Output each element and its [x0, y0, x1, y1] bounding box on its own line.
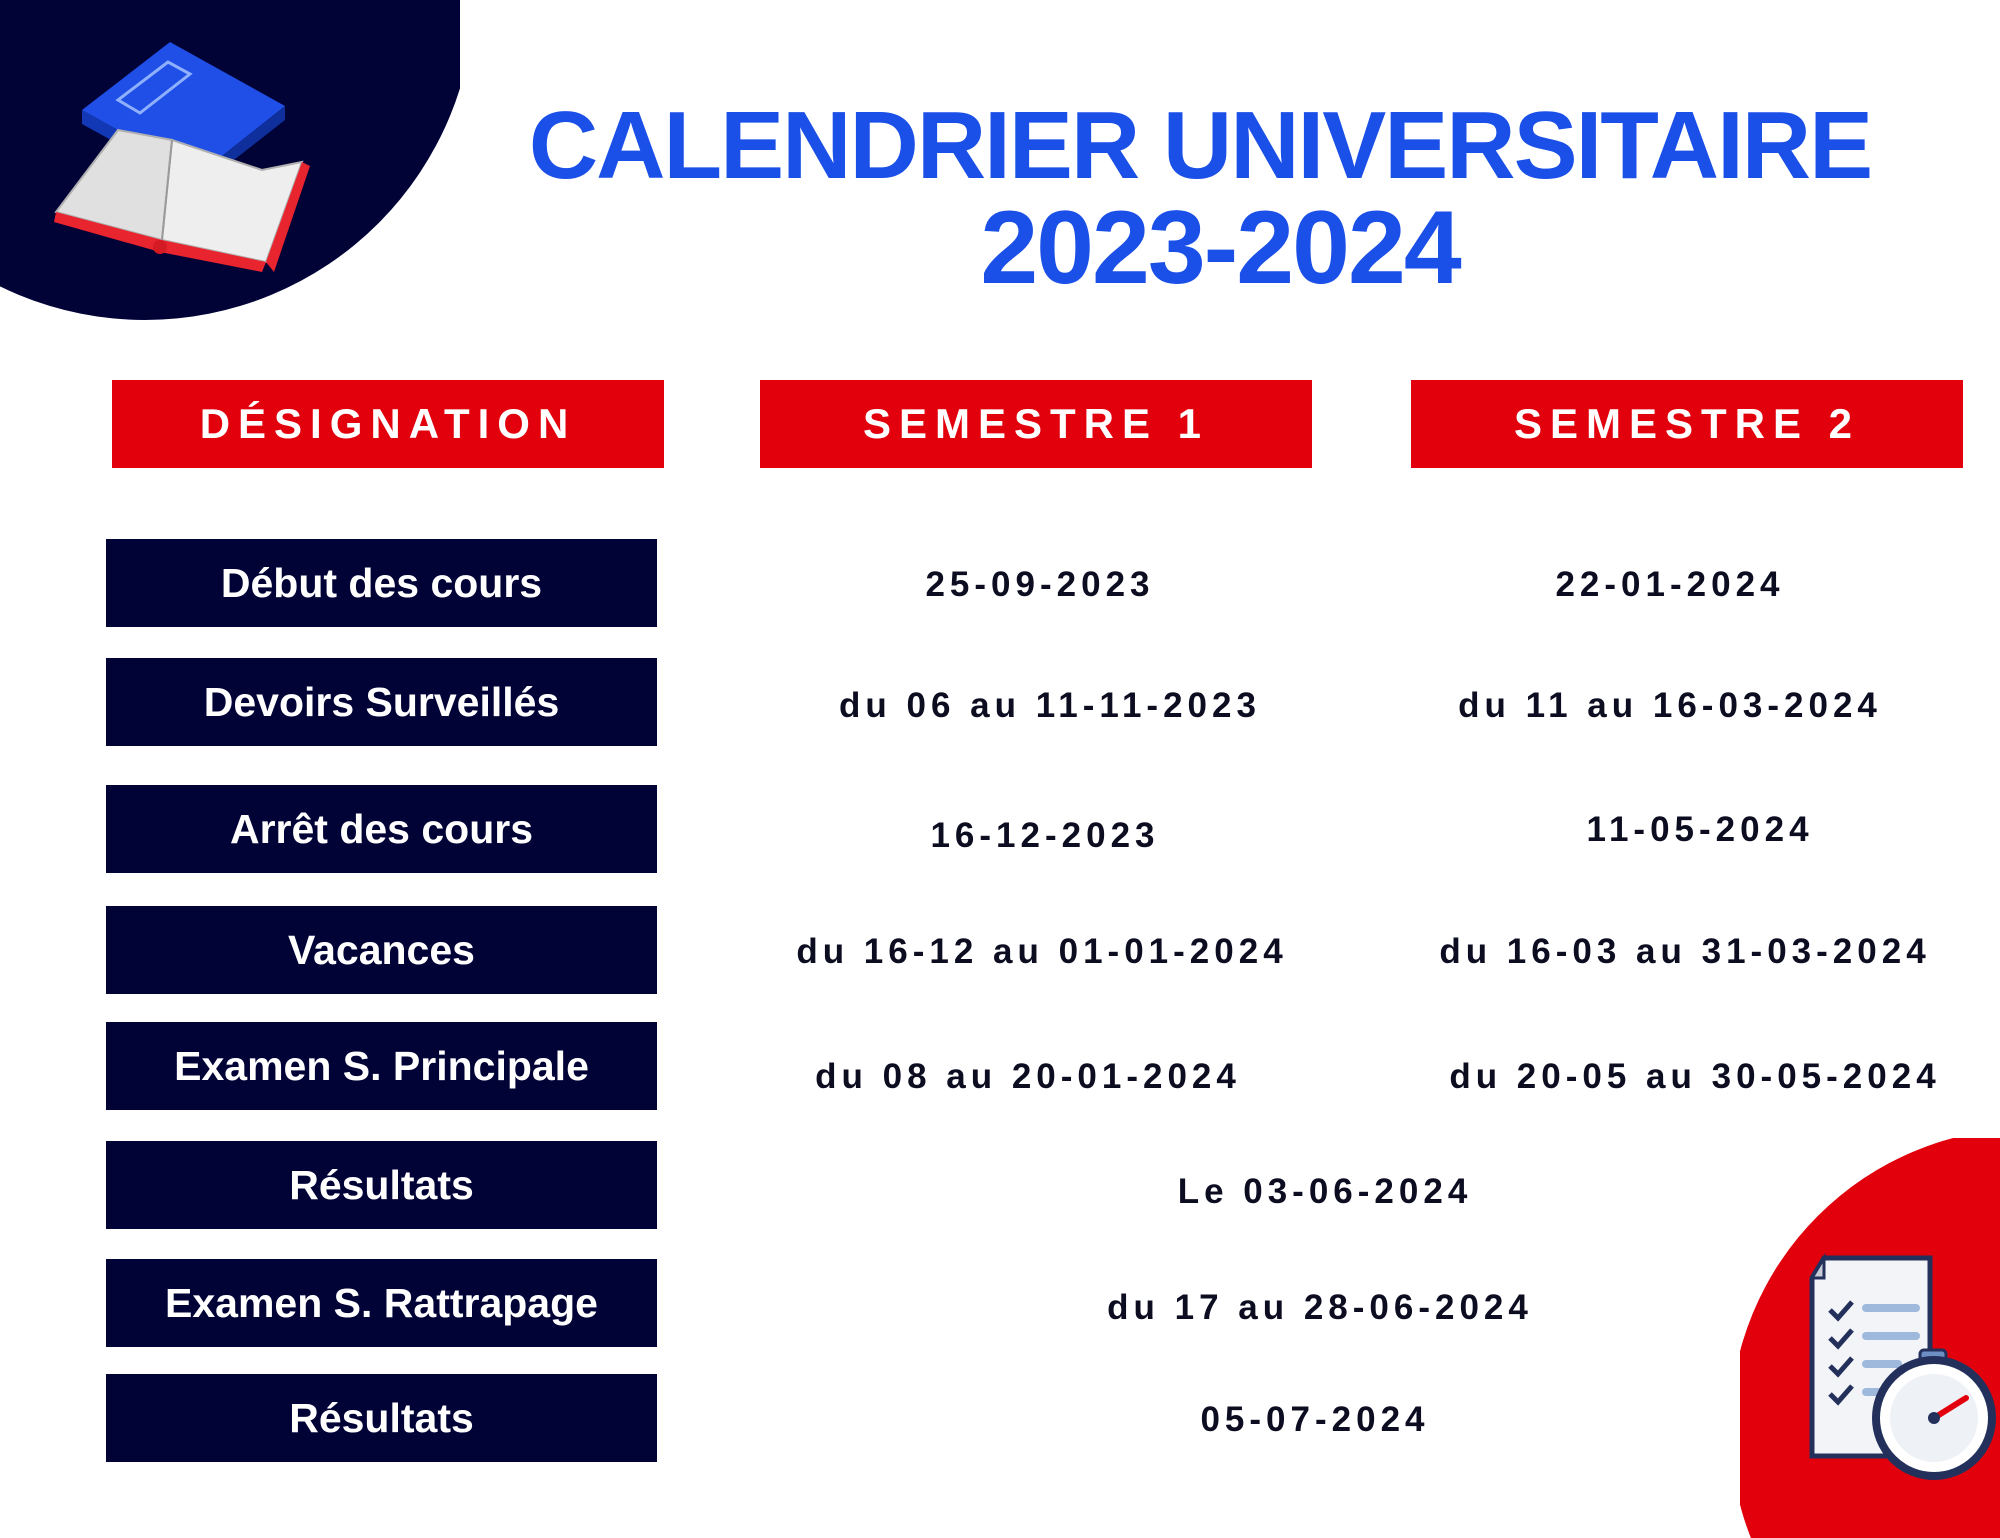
books-illustration	[0, 0, 460, 320]
header-semestre-2: SEMESTRE 2	[1411, 380, 1963, 468]
row-label-vacances: Vacances	[106, 906, 657, 994]
row-value-both: 05-07-2024	[1200, 1400, 1430, 1439]
page-title: CALENDRIER UNIVERSITAIRE	[528, 92, 1872, 199]
row-value-s1: du 08 au 20-01-2024	[815, 1057, 1241, 1096]
row-label-resultats: Résultats	[106, 1374, 657, 1462]
row-value-s1: 16-12-2023	[930, 816, 1160, 855]
row-label-examen-s-principale: Examen S. Principale	[106, 1022, 657, 1110]
row-value-s2: 22-01-2024	[1555, 565, 1785, 604]
row-label-devoirs-surveilles: Devoirs Surveillés	[106, 658, 657, 746]
header-semestre-1: SEMESTRE 1	[760, 380, 1312, 468]
page-subtitle: 2023-2024	[980, 190, 1460, 306]
row-label-arret-des-cours: Arrêt des cours	[106, 785, 657, 873]
checklist-illustration	[1740, 1138, 2000, 1538]
row-label-examen-s-rattrapage: Examen S. Rattrapage	[106, 1259, 657, 1347]
row-label-debut-des-cours: Début des cours	[106, 539, 657, 627]
row-value-s2: 11-05-2024	[1586, 810, 1814, 849]
row-value-both: du 17 au 28-06-2024	[1107, 1288, 1533, 1327]
row-value-s2: du 20-05 au 30-05-2024	[1449, 1057, 1941, 1096]
row-value-s1: 25-09-2023	[925, 565, 1155, 604]
row-value-s1: du 06 au 11-11-2023	[839, 686, 1261, 725]
row-value-s2: du 11 au 16-03-2024	[1458, 686, 1882, 725]
row-value-s1: du 16-12 au 01-01-2024	[796, 932, 1288, 971]
header-designation: DÉSIGNATION	[112, 380, 664, 468]
row-value-s2: du 16-03 au 31-03-2024	[1439, 932, 1931, 971]
row-value-both: Le 03-06-2024	[1177, 1172, 1473, 1211]
row-label-resultats: Résultats	[106, 1141, 657, 1229]
